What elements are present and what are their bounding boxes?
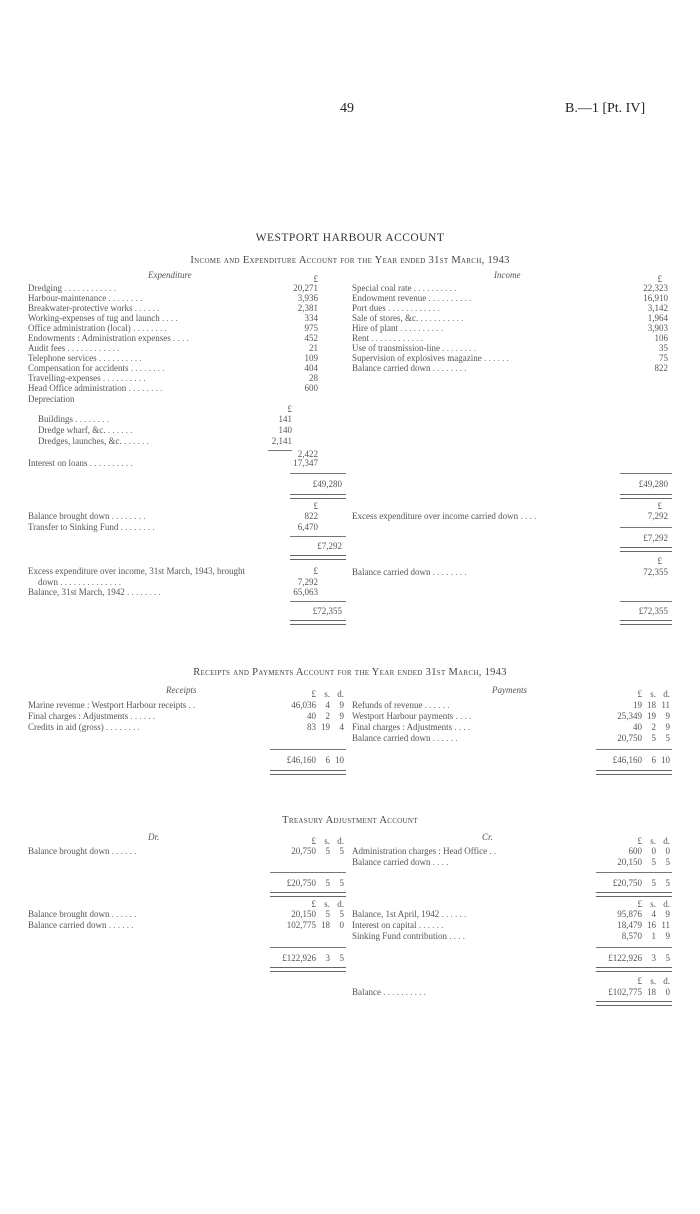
- treasury-debit-pounds: 20,750: [291, 846, 316, 856]
- shillings-heading: s.: [324, 899, 330, 909]
- treasury-debit-row-label: Balance carried down: [28, 920, 107, 930]
- treasury-debit-pence: 5: [339, 909, 344, 919]
- excess-brought-down-value: 7,292: [297, 577, 318, 587]
- expenditure-value: 452: [304, 333, 318, 343]
- leader-dots: . . . . . . . . . .: [98, 353, 142, 363]
- payment-pence: 5: [665, 733, 670, 743]
- debit-heading: Dr.: [148, 832, 160, 842]
- rule: [290, 473, 346, 474]
- section2-row: [28, 511, 145, 522]
- expenditure-row-label: Telephone services: [28, 353, 97, 363]
- shillings-heading: s.: [650, 689, 656, 699]
- treasury-credit-pounds: 600: [628, 846, 642, 856]
- expenditure-value: 334: [304, 313, 318, 323]
- leader-dots: . . . . . .: [108, 920, 134, 930]
- receipts-payments-heading: Receipts and Payments Account for the Year ended 31st March, 1943: [193, 667, 507, 678]
- income-row-label: Balance carried down: [352, 363, 431, 373]
- double-rule: [270, 892, 346, 897]
- depreciation-item-label: Buildings: [38, 414, 74, 424]
- pounds-heading: £: [637, 689, 642, 699]
- treasury-balance-row-label: Balance: [352, 987, 381, 997]
- receipt-row-label: Marine revenue : Westport Harbour receipts: [28, 700, 187, 710]
- expenditure-row-label: Breakwater-protective works: [28, 303, 133, 313]
- excess-expenditure-value: 7,292: [647, 511, 668, 521]
- payment-row-label: Balance carried down: [352, 733, 431, 743]
- treasury-credit-pence: 11: [661, 920, 670, 930]
- pence-heading: d.: [663, 976, 670, 986]
- leader-dots: . . . . . . . . . . . .: [67, 343, 120, 353]
- currency-symbol: £: [313, 274, 318, 284]
- treasury-credit-row: [352, 846, 496, 857]
- section2-row-label: Transfer to Sinking Fund: [28, 522, 119, 532]
- receipt-pence: 9: [339, 711, 344, 721]
- treasury-credit-row-label: Balance, 1st April, 1942: [352, 909, 440, 919]
- credit-heading: Cr.: [482, 832, 493, 842]
- treasury-debit-pence: 5: [339, 846, 344, 856]
- treasury-block2-right-total-shillings: 3: [651, 953, 656, 963]
- leader-dots: . . . .: [162, 313, 178, 323]
- treasury-credit-pounds: 8,570: [621, 931, 642, 941]
- expenditure-row-label: Head Office administration: [28, 383, 127, 393]
- receipt-row: [28, 711, 155, 722]
- pounds-heading: £: [637, 976, 642, 986]
- shillings-heading: s.: [324, 689, 330, 699]
- receipt-shillings: 4: [325, 700, 330, 710]
- pence-heading: d.: [337, 899, 344, 909]
- income-row-label: Special coal rate: [352, 283, 412, 293]
- currency-symbol: £: [657, 556, 662, 566]
- payment-row-label: Refunds of revenue: [352, 700, 423, 710]
- double-rule: [290, 620, 346, 625]
- leader-dots: . . . .: [449, 931, 466, 941]
- expenditure-row-label: Audit fees: [28, 343, 66, 353]
- leader-dots: . . . . . . . . . .: [428, 293, 472, 303]
- treasury-block2-left-total-pounds: £122,926: [282, 953, 316, 963]
- double-rule: [270, 967, 346, 972]
- treasury-debit-shillings: 5: [325, 909, 330, 919]
- receipt-pence: 4: [339, 722, 344, 732]
- rule: [620, 601, 672, 602]
- section2-left-total: £7,292: [317, 541, 342, 551]
- treasury-heading: Treasury Adjustment Account: [282, 815, 418, 826]
- income-row-label: Rent: [352, 333, 369, 343]
- leader-dots: . . . . . . . .: [128, 383, 163, 393]
- treasury-credit-row-label: Sinking Fund contribution: [352, 931, 448, 941]
- treasury-block1-right-total-pounds: £20,750: [612, 878, 642, 888]
- treasury-balance-pounds: £102,775: [608, 987, 642, 997]
- excess-brought-down-label: Excess expenditure over income, 31st March, 1943, brought: [28, 566, 245, 576]
- leader-dots: . . . . . .: [483, 353, 509, 363]
- leader-dots: . . . . . . . .: [75, 414, 110, 424]
- excess-expenditure-row: [352, 511, 536, 522]
- shillings-heading: s.: [650, 976, 656, 986]
- shillings-heading: s.: [650, 899, 656, 909]
- double-rule: [596, 1001, 672, 1006]
- payments-total-shillings: 6: [651, 755, 656, 765]
- treasury-block1-left-total-shillings: 5: [325, 878, 330, 888]
- receipt-row-label: Credits in aid (gross): [28, 722, 104, 732]
- rule: [596, 947, 672, 948]
- double-rule: [290, 555, 346, 560]
- receipts-heading: Receipts: [166, 685, 197, 695]
- interest-on-loans-label: Interest on loans: [28, 458, 88, 468]
- depreciation-item: [38, 425, 132, 436]
- payments-total-pounds: £46,160: [612, 755, 642, 765]
- treasury-balance-pence: 0: [665, 987, 670, 997]
- rule: [270, 749, 346, 750]
- payments-heading: Payments: [492, 685, 527, 695]
- pence-heading: d.: [663, 836, 670, 846]
- payment-pence: 9: [665, 722, 670, 732]
- treasury-credit-row-label: Balance carried down: [352, 857, 431, 867]
- expenditure-value: 975: [304, 323, 318, 333]
- receipt-row: [28, 700, 195, 711]
- expenditure-value: 109: [304, 353, 318, 363]
- receipt-row: [28, 722, 140, 733]
- rule: [270, 872, 346, 873]
- balance-carried-down-row: [352, 567, 466, 578]
- receipt-row-label: Final charges : Adjustments: [28, 711, 129, 721]
- double-rule: [620, 620, 672, 625]
- leader-dots: . . . . . . . .: [126, 587, 161, 597]
- leader-dots: . . . .: [454, 722, 471, 732]
- receipts-total-shillings: 6: [325, 755, 330, 765]
- treasury-credit-row-label: Interest on capital: [352, 920, 417, 930]
- treasury-debit-row-label: Balance brought down: [28, 909, 110, 919]
- leader-dots: . . . . . . . . . .: [383, 987, 426, 997]
- treasury-debit-pounds: 20,150: [291, 909, 316, 919]
- income-value: 822: [654, 363, 668, 373]
- section3-right-total: £72,355: [638, 606, 668, 616]
- expenditure-row-label: Working-expenses of tug and launch: [28, 313, 160, 323]
- leader-dots: . . . . . . . .: [442, 343, 476, 353]
- expenditure-row-label: Office administration (local): [28, 323, 131, 333]
- treasury-credit-row: [352, 920, 443, 931]
- pounds-heading: £: [311, 899, 316, 909]
- treasury-block1-left-total-pounds: £20,750: [286, 878, 316, 888]
- leader-dots: . . . . . . . .: [432, 567, 467, 577]
- balance-carried-down-value: 72,355: [643, 567, 668, 577]
- section2-right-total: £7,292: [643, 533, 668, 543]
- treasury-debit-row: [28, 846, 136, 857]
- treasury-block2-right-total-pounds: £122,926: [608, 953, 642, 963]
- leader-dots: . . . . . .: [432, 733, 458, 743]
- depreciation-label: Depreciation: [28, 394, 75, 404]
- receipt-pounds: 46,036: [291, 700, 316, 710]
- leader-dots: . . . . . . . . . . . . . .: [60, 577, 121, 587]
- receipt-pounds: 83: [307, 722, 316, 732]
- page-number: 49: [340, 101, 354, 116]
- leader-dots: . . . . . . . . . . . .: [371, 333, 423, 343]
- balance-carried-down-label: Balance carried down: [352, 567, 431, 577]
- page-title: WESTPORT HARBOUR ACCOUNT: [255, 232, 445, 244]
- balance-1942-label: Balance, 31st March, 1942: [28, 587, 125, 597]
- income-value: 35: [659, 343, 668, 353]
- income-value: 75: [659, 353, 668, 363]
- expenditure-row-label: Compensation for accidents: [28, 363, 129, 373]
- treasury-credit-shillings: 0: [651, 846, 656, 856]
- receipt-shillings: 19: [321, 722, 330, 732]
- income-row-label: Endowment revenue: [352, 293, 427, 303]
- payment-shillings: 5: [651, 733, 656, 743]
- page-reference: B.—1 [Pt. IV]: [565, 101, 646, 116]
- income-row-label: Use of transmission-line: [352, 343, 440, 353]
- payments-total-pence: 10: [661, 755, 670, 765]
- treasury-credit-pounds: 95,876: [617, 909, 642, 919]
- leader-dots: . . . . . .: [107, 425, 133, 435]
- treasury-credit-shillings: 4: [651, 909, 656, 919]
- leader-dots: . . . . . .: [134, 303, 160, 313]
- currency-symbol: £: [657, 274, 662, 284]
- rule: [290, 601, 346, 602]
- section3-left-total: £72,355: [312, 606, 342, 616]
- leader-dots: . . . . . . . . . .: [420, 313, 464, 323]
- leader-dots: . .: [188, 700, 196, 710]
- expenditure-heading: Expenditure: [148, 270, 192, 280]
- double-rule: [596, 892, 672, 897]
- leader-dots: . . . . . . . . . .: [89, 458, 133, 468]
- income-value: 106: [654, 333, 668, 343]
- payment-row: [352, 700, 449, 711]
- pounds-heading: £: [637, 836, 642, 846]
- payment-row-label: Westport Harbour payments: [352, 711, 454, 721]
- income-value: 16,910: [643, 293, 668, 303]
- treasury-balance-shillings: 18: [647, 987, 656, 997]
- treasury-credit-row: [352, 909, 466, 920]
- expenditure-row-label: Dredging: [28, 283, 62, 293]
- double-rule: [596, 770, 672, 775]
- income-row: [352, 363, 466, 374]
- expenditure-value: 404: [304, 363, 318, 373]
- double-rule: [290, 494, 346, 499]
- section2-value: 822: [304, 511, 318, 521]
- pence-heading: d.: [337, 689, 344, 699]
- payment-pounds: 19: [633, 700, 642, 710]
- receipt-shillings: 2: [325, 711, 330, 721]
- payment-pence: 11: [661, 700, 670, 710]
- double-rule: [596, 967, 672, 972]
- down-label: down: [38, 577, 58, 587]
- expenditure-value: 21: [309, 343, 318, 353]
- leader-dots: . . . . . . . . . .: [400, 323, 443, 333]
- treasury-debit-row: [28, 909, 136, 920]
- double-rule: [270, 770, 346, 775]
- leader-dots: . . . . . . . . . .: [413, 283, 457, 293]
- income-expenditure-heading: Income and Expenditure Account for the Year ended 31st March, 1943: [190, 255, 510, 266]
- treasury-block2-left-total-shillings: 3: [325, 953, 330, 963]
- income-row-label: Port dues: [352, 303, 386, 313]
- leader-dots: . .: [489, 846, 497, 856]
- receipt-pounds: 40: [307, 711, 316, 721]
- income-value: 3,142: [647, 303, 668, 313]
- balance-1942-value: 65,063: [293, 587, 318, 597]
- expenditure-value: 28: [309, 373, 318, 383]
- double-rule: [620, 547, 672, 552]
- depreciation-total: 2,422: [297, 449, 318, 459]
- receipts-total-pence: 10: [335, 755, 344, 765]
- treasury-block1-right-total-shillings: 5: [651, 878, 656, 888]
- payment-shillings: 19: [647, 711, 656, 721]
- pounds-heading: £: [311, 689, 316, 699]
- currency-symbol: £: [287, 404, 292, 414]
- currency-symbol: £: [313, 501, 318, 511]
- excess-expenditure-label: Excess expenditure over income carried down: [352, 511, 519, 521]
- interest-value: 17,347: [293, 458, 318, 468]
- payment-row: [352, 722, 470, 733]
- section2-row: [28, 522, 154, 533]
- shillings-heading: s.: [324, 836, 330, 846]
- section2-row-label: Balance brought down: [28, 511, 110, 521]
- treasury-block1-left-total-pence: 5: [339, 878, 344, 888]
- rule: [620, 527, 672, 528]
- pence-heading: d.: [337, 836, 344, 846]
- receipt-pence: 9: [339, 700, 344, 710]
- payment-pounds: 20,750: [617, 733, 642, 743]
- leader-dots: . . . . . .: [441, 909, 467, 919]
- payment-shillings: 2: [651, 722, 656, 732]
- currency-symbol: £: [657, 501, 662, 511]
- pounds-heading: £: [637, 899, 642, 909]
- depreciation-item-value: 140: [278, 425, 292, 435]
- leader-dots: . . . . . . . .: [133, 323, 167, 333]
- income-heading: Income: [494, 270, 521, 280]
- expenditure-value: 2,381: [297, 303, 318, 313]
- payment-row: [352, 733, 457, 744]
- leader-dots: . . . . . . . . . . . .: [388, 303, 440, 313]
- treasury-credit-pence: 5: [665, 857, 670, 867]
- pounds-heading: £: [311, 836, 316, 846]
- double-rule: [620, 494, 672, 499]
- pence-heading: d.: [663, 689, 670, 699]
- leader-dots: . . . . . . . .: [108, 293, 143, 303]
- rule: [290, 536, 346, 537]
- treasury-debit-shillings: 18: [321, 920, 330, 930]
- payment-pounds: 40: [633, 722, 642, 732]
- treasury-debit-row-label: Balance brought down: [28, 846, 110, 856]
- treasury-block2-right-total-pence: 5: [665, 953, 670, 963]
- leader-dots: . . . . . .: [424, 700, 450, 710]
- balance-1942-row: [28, 587, 161, 598]
- expenditure-value: 600: [304, 383, 318, 393]
- leader-dots: . . . . . . . .: [130, 363, 165, 373]
- income-value: 3,903: [647, 323, 668, 333]
- expenditure-value: 3,936: [297, 293, 318, 303]
- treasury-credit-shillings: 16: [647, 920, 656, 930]
- income-value: 1,964: [647, 313, 668, 323]
- leader-dots: . . . . . .: [111, 909, 137, 919]
- rule: [596, 872, 672, 873]
- section2-value: 6,470: [297, 522, 318, 532]
- treasury-credit-row-label: Administration charges : Head Office: [352, 846, 488, 856]
- leader-dots: . . . .: [520, 511, 537, 521]
- treasury-debit-row: [28, 920, 133, 931]
- expenditure-row-label: Harbour-maintenance: [28, 293, 107, 303]
- leader-dots: . . . .: [172, 333, 189, 343]
- currency-symbol: £: [313, 566, 318, 576]
- leader-dots: . . . . . .: [123, 436, 149, 446]
- income-value: 22,323: [643, 283, 668, 293]
- leader-dots: . . . . . . . . . . . .: [64, 283, 116, 293]
- treasury-debit-pence: 0: [339, 920, 344, 930]
- treasury-debit-shillings: 5: [325, 846, 330, 856]
- leader-dots: . . . . . . . . . .: [102, 373, 146, 383]
- payment-row: [352, 711, 471, 722]
- pence-heading: d.: [663, 899, 670, 909]
- treasury-credit-pounds: 18,479: [617, 920, 642, 930]
- depreciation-item-label: Dredge wharf, &c.: [38, 425, 106, 435]
- leader-dots: . . . . . .: [111, 846, 137, 856]
- treasury-credit-shillings: 5: [651, 857, 656, 867]
- treasury-credit-row: [352, 931, 465, 942]
- leader-dots: . . . .: [432, 857, 449, 867]
- receipts-total-pounds: £46,160: [286, 755, 316, 765]
- depreciation-item-label: Dredges, launches, &c.: [38, 436, 122, 446]
- depreciation-item-value: 2,141: [271, 436, 292, 446]
- treasury-credit-pounds: 20,150: [617, 857, 642, 867]
- depreciation-item-value: 141: [278, 414, 292, 424]
- treasury-debit-pounds: 102,775: [286, 920, 316, 930]
- interest-label: [28, 458, 132, 469]
- leader-dots: . . . . . .: [418, 920, 444, 930]
- income-total: £49,280: [638, 479, 668, 489]
- income-row-label: Sale of stores, &c.: [352, 313, 419, 323]
- expenditure-row-label: Endowments : Administration expenses: [28, 333, 171, 343]
- rule: [620, 473, 672, 474]
- treasury-credit-pence: 9: [665, 931, 670, 941]
- income-row-label: Hire of plant: [352, 323, 398, 333]
- rule: [270, 947, 346, 948]
- shillings-heading: s.: [650, 836, 656, 846]
- expenditure-row: [28, 383, 162, 394]
- expenditure-total: £49,280: [312, 479, 342, 489]
- leader-dots: . . . . . .: [130, 711, 156, 721]
- treasury-credit-shillings: 1: [651, 931, 656, 941]
- payment-pence: 9: [665, 711, 670, 721]
- treasury-balance-row: [352, 987, 426, 998]
- treasury-credit-pence: 9: [665, 909, 670, 919]
- payment-shillings: 18: [647, 700, 656, 710]
- rule: [596, 749, 672, 750]
- income-row-label: Supervision of explosives magazine: [352, 353, 482, 363]
- depreciation-item: [38, 436, 149, 447]
- expenditure-row-label: Travelling-expenses: [28, 373, 101, 383]
- leader-dots: . . . .: [455, 711, 472, 721]
- treasury-block2-left-total-pence: 5: [339, 953, 344, 963]
- expenditure-value: 20,271: [293, 283, 318, 293]
- leader-dots: . . . . . . . .: [111, 511, 146, 521]
- depreciation-item: [38, 414, 109, 425]
- payment-pounds: 25,349: [617, 711, 642, 721]
- leader-dots: . . . . . . . .: [432, 363, 467, 373]
- payment-row-label: Final charges : Adjustments: [352, 722, 453, 732]
- treasury-credit-row: [352, 857, 448, 868]
- treasury-credit-pence: 0: [665, 846, 670, 856]
- treasury-block1-right-total-pence: 5: [665, 878, 670, 888]
- leader-dots: . . . . . . . .: [106, 722, 140, 732]
- leader-dots: . . . . . . . .: [120, 522, 155, 532]
